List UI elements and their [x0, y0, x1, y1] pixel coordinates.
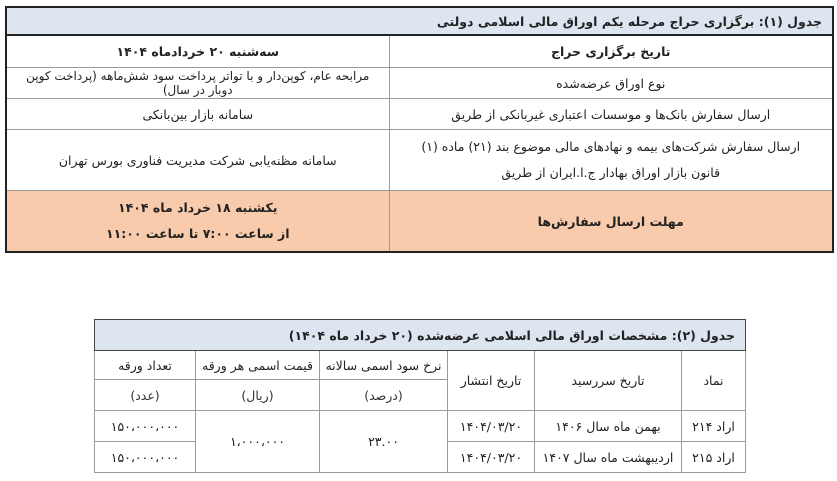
col-rate-unit: (درصد) — [320, 380, 448, 411]
row1-symbol: اراد ۲۱۴ — [682, 411, 746, 442]
insurance-order-label — [389, 130, 833, 191]
shared-face: ۱،۰۰۰،۰۰۰ — [196, 411, 320, 473]
deadline-label: مهلت ارسال سفارش‌ها — [389, 191, 833, 253]
row2-maturity: اردیبهشت ماه سال ۱۴۰۷ — [535, 442, 682, 473]
bond-type-label: نوع اوراق عرضه‌شده — [389, 68, 833, 99]
table2-caption: جدول (۲): مشخصات اوراق مالی اسلامی عرضه‌شده (۲۰ خرداد ماه ۱۴۰۴) — [95, 320, 746, 351]
col-issue-header: تاریخ انتشار — [448, 351, 535, 411]
auction-schedule-table — [5, 6, 834, 253]
deadline-time: از ساعت ۷:۰۰ تا ساعت ۱۱:۰۰ — [105, 226, 290, 241]
insurance-order-value: سامانه مظنه‌یابی شرکت مدیریت فناوری بورس تهران — [6, 130, 389, 191]
col-face-header: قیمت اسمی هر ورقه — [196, 351, 320, 380]
auction-date-label: تاریخ برگزاری حراج — [389, 35, 833, 68]
bond-type-value: مرابحه عام، کوپن‌دار و با تواتر پرداخت سود شش‌ماهه (پرداخت کوپن دوبار در سال) — [6, 68, 389, 99]
row1-count: ۱۵۰،۰۰۰،۰۰۰ — [95, 411, 196, 442]
row1-issue: ۱۴۰۴/۰۳/۲۰ — [448, 411, 535, 442]
insurance-order-label-line2: قانون بازار اوراق بهادار ج.ا.ایران از طریق — [501, 165, 721, 180]
col-rate-header: نرخ سود اسمی سالانه — [320, 351, 448, 380]
col-symbol-header: نماد — [682, 351, 746, 411]
deadline-date: یکشنبه ۱۸ خرداد ماه ۱۴۰۴ — [118, 200, 278, 215]
col-count-header: تعداد ورقه — [95, 351, 196, 380]
table1-caption: جدول (۱): برگزاری حراج مرحله یکم اوراق مالی اسلامی دولتی — [6, 7, 833, 35]
insurance-order-label-line1: ارسال سفارش شرکت‌های بیمه و نهادهای مالی موضوع بند (۲۱) ماده (۱) — [421, 139, 801, 154]
row2-issue: ۱۴۰۴/۰۳/۲۰ — [448, 442, 535, 473]
bank-order-value: سامانه بازار بین‌بانکی — [6, 99, 389, 130]
auction-date-value: سه‌شنبه ۲۰ خردادماه ۱۴۰۴ — [6, 35, 389, 68]
col-face-unit: (ریال) — [196, 380, 320, 411]
bond-specs-table — [94, 319, 746, 473]
bank-order-label: ارسال سفارش بانک‌ها و موسسات اعتباری غیربانکی از طریق — [389, 99, 833, 130]
col-count-unit: (عدد) — [95, 380, 196, 411]
row1-maturity: بهمن ماه سال ۱۴۰۶ — [535, 411, 682, 442]
row2-symbol: اراد ۲۱۵ — [682, 442, 746, 473]
row2-count: ۱۵۰،۰۰۰،۰۰۰ — [95, 442, 196, 473]
deadline-value — [6, 191, 389, 253]
shared-rate: ۲۳.۰۰ — [320, 411, 448, 473]
col-maturity-header: تاریخ سررسید — [535, 351, 682, 411]
